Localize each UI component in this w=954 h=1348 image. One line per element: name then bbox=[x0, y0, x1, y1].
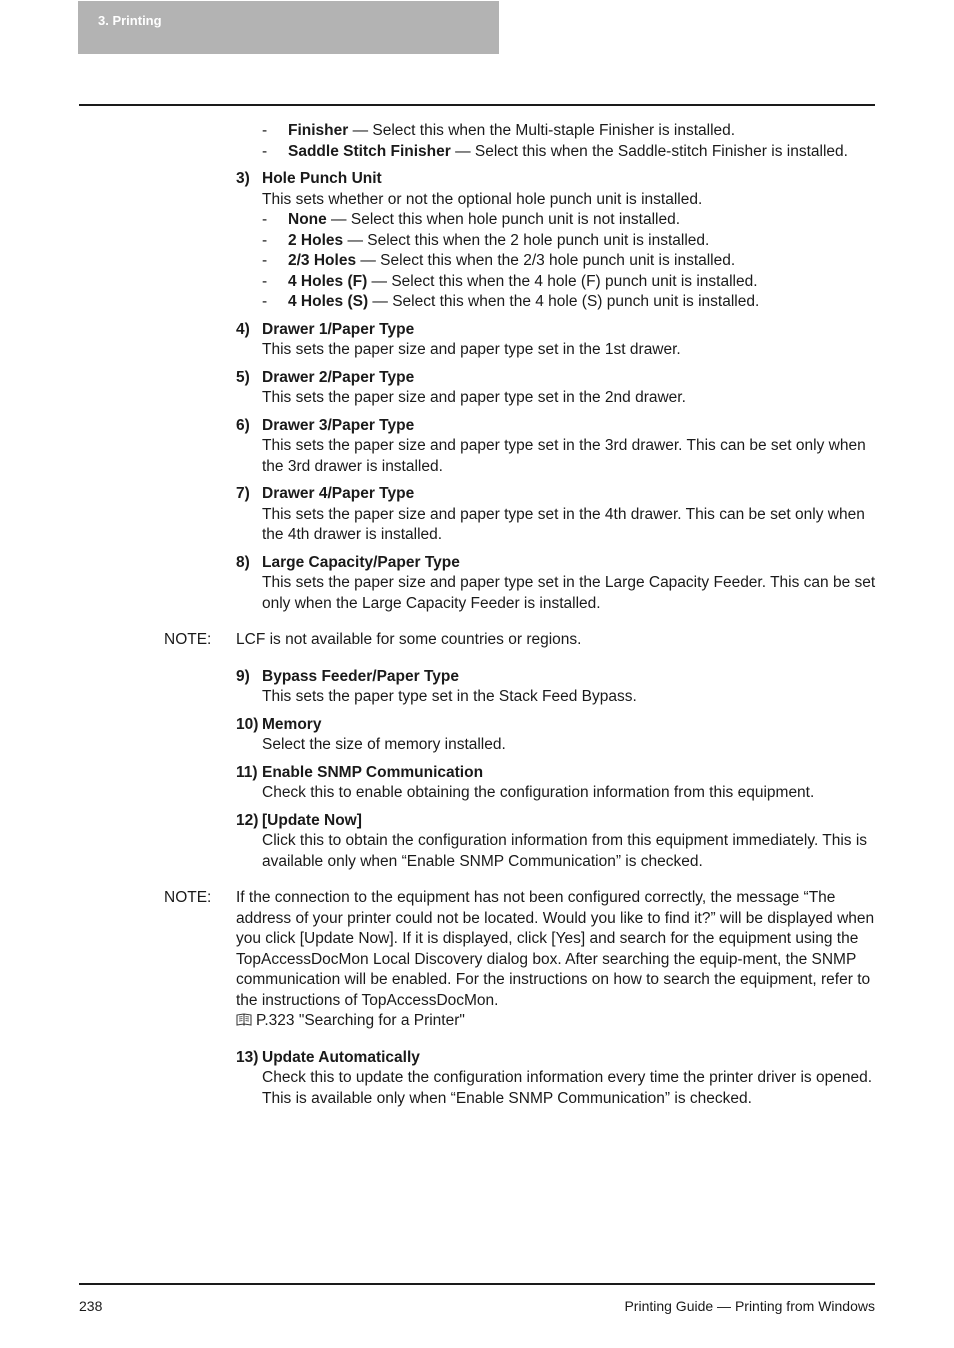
setting-item-drawer-4 bbox=[236, 484, 876, 546]
item-number: 9) bbox=[236, 667, 250, 685]
item-description: Check this to update the configuration information every time the printer driver is opened. This is available only when “Enable SNMP Communication” is checked. bbox=[262, 1069, 872, 1107]
item-number: 12) bbox=[236, 811, 259, 829]
item-number: 4) bbox=[236, 320, 250, 338]
item-title: [Update Now] bbox=[262, 811, 362, 829]
note-text: If the connection to the equipment has not been configured correctly, the message “The address of your printer could not be located. Would you like to find it?” will be displayed when you click [Update Now]. If it is displayed, click [Yes] and search for the equipment using the TopAccessDocMon Local Discovery dialog box. After searching the equip-ment, the SNMP communication will be enabled. For the instructions on how to search the equipment, refer to the instructions of TopAccessDocMon. bbox=[236, 889, 875, 1009]
reference-text: P.323 "Searching for a Printer" bbox=[256, 1012, 465, 1029]
option-text: — Select this when the Multi-staple Finisher is installed. bbox=[348, 122, 736, 139]
list-item: - Finisher — Select this when the Multi-staple Finisher is installed. bbox=[262, 122, 736, 139]
setting-item-enable-snmp bbox=[236, 763, 876, 804]
item-description: This sets the paper type set in the Stack Feed Bypass. bbox=[262, 688, 637, 705]
list-item: - 2 Holes — Select this when the 2 hole punch unit is installed. bbox=[262, 231, 710, 249]
item-number: 11) bbox=[236, 763, 258, 781]
setting-item-drawer-1 bbox=[236, 320, 876, 361]
option-text: — Select this when the 2/3 hole punch unit is installed. bbox=[356, 252, 736, 269]
option-term: None bbox=[288, 211, 327, 228]
setting-item-memory bbox=[236, 715, 876, 756]
option-term: Saddle Stitch Finisher bbox=[288, 142, 451, 160]
item-description: This sets the paper size and paper type set in the 1st drawer. bbox=[262, 341, 681, 358]
item-number: 8) bbox=[236, 553, 250, 571]
item-title: Drawer 3/Paper Type bbox=[262, 416, 415, 434]
list-item: - 4 Holes (F) — Select this when the 4 hole (F) punch unit is installed. bbox=[262, 272, 758, 290]
item-number: 5) bbox=[236, 368, 250, 386]
list-item: - 4 Holes (S) — Select this when the 4 hole (S) punch unit is installed. bbox=[262, 293, 760, 310]
item-number: 3) bbox=[236, 170, 250, 187]
option-text: — Select this when the Saddle-stitch Finisher is installed. bbox=[450, 142, 848, 160]
book-icon bbox=[236, 1013, 252, 1026]
item-number: 7) bbox=[236, 485, 250, 502]
option-text: — Select this when the 4 hole (F) punch unit is installed. bbox=[367, 272, 758, 290]
item-title: Large Capacity/Paper Type bbox=[262, 553, 460, 571]
note-label: NOTE: bbox=[164, 889, 212, 906]
footer-title: Printing Guide — Printing from Windows bbox=[624, 1298, 875, 1314]
item-description: This sets the paper size and paper type set in the 3rd drawer. This can be set only when the 3rd drawer is installed. bbox=[262, 437, 866, 475]
setting-item-large-capacity bbox=[236, 553, 876, 615]
item-title: Bypass Feeder/Paper Type bbox=[262, 667, 459, 685]
list-item: - Saddle Stitch Finisher — Select this when the Saddle-stitch Finisher is installed. bbox=[262, 142, 848, 160]
item-description: This sets the paper size and paper type set in the 2nd drawer. bbox=[262, 389, 686, 406]
chapter-tab bbox=[78, 1, 499, 54]
page-number: 238 bbox=[79, 1298, 103, 1314]
chapter-label: 3. Printing bbox=[98, 13, 162, 28]
item-description: This sets whether or not the optional hole punch unit is installed. bbox=[262, 190, 703, 208]
item-number: 13) bbox=[236, 1048, 259, 1066]
item-number: 10) bbox=[236, 715, 259, 733]
bottom-divider bbox=[79, 1283, 875, 1285]
list-item: - None — Select this when hole punch unit is not installed. bbox=[262, 211, 681, 228]
option-text: — Select this when hole punch unit is not installed. bbox=[326, 211, 681, 228]
note-text: LCF is not available for some countries or regions. bbox=[236, 631, 582, 648]
item-description: This sets the paper size and paper type set in the Large Capacity Feeder. This can be set only when the Large Capacity Feeder is installed. bbox=[262, 574, 876, 612]
setting-item-drawer-3 bbox=[236, 416, 876, 478]
option-text: — Select this when the 2 hole punch unit is installed. bbox=[343, 231, 710, 249]
item-title: Hole Punch Unit bbox=[262, 170, 382, 187]
setting-item-drawer-2 bbox=[236, 368, 876, 409]
option-term: 4 Holes (F) bbox=[288, 272, 368, 290]
setting-item-update-now bbox=[236, 811, 876, 873]
item-title: Enable SNMP Communication bbox=[262, 763, 484, 781]
item-number: 6) bbox=[236, 416, 250, 434]
cross-reference-link[interactable] bbox=[236, 1011, 876, 1032]
setting-item-hole-punch bbox=[236, 169, 876, 313]
setting-item-bypass-feeder bbox=[236, 667, 876, 708]
note-lcf bbox=[164, 630, 876, 651]
option-term: 2/3 Holes bbox=[288, 252, 357, 269]
option-term: 2 Holes bbox=[288, 231, 344, 249]
top-divider bbox=[79, 104, 875, 106]
item-description: Click this to obtain the configuration information from this equipment immediately. This is available only when “Enable SNMP Communication” is checked. bbox=[262, 832, 868, 870]
item-title: Drawer 4/Paper Type bbox=[262, 485, 415, 502]
item-title: Drawer 2/Paper Type bbox=[262, 368, 415, 386]
option-term: Finisher bbox=[288, 122, 349, 139]
option-text: — Select this when the 4 hole (S) punch unit is installed. bbox=[368, 293, 760, 310]
option-term: 4 Holes (S) bbox=[288, 293, 369, 310]
item-description: Select the size of memory installed. bbox=[262, 736, 506, 753]
setting-item-update-automatically bbox=[236, 1048, 876, 1110]
note-connection bbox=[164, 888, 876, 1032]
item-description: Check this to enable obtaining the configuration information from this equipment. bbox=[262, 784, 815, 801]
main-content bbox=[164, 121, 876, 1109]
item-description: This sets the paper size and paper type set in the 4th drawer. This can be set only when the 4th drawer is installed. bbox=[262, 505, 865, 543]
note-label: NOTE: bbox=[164, 631, 212, 648]
item-title: Drawer 1/Paper Type bbox=[262, 320, 415, 338]
list-item: - 2/3 Holes — Select this when the 2/3 hole punch unit is installed. bbox=[262, 252, 736, 269]
item-title: Update Automatically bbox=[262, 1048, 420, 1066]
item-title: Memory bbox=[262, 715, 322, 733]
